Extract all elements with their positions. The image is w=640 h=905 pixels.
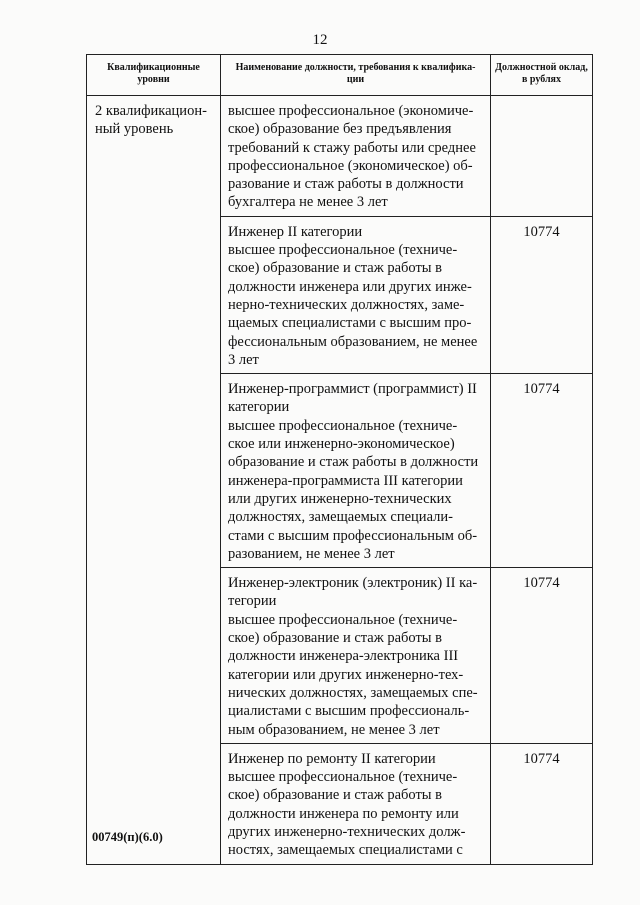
description-line: должности инженера-электроника III [228,648,459,665]
description-line: высшее профессиональное (техниче- [228,417,458,434]
description-line: других инженерно-технических долж- [228,823,466,840]
table-row [87,96,593,217]
position-description-cell [221,96,491,217]
description-line: требований к стажу работы или среднее [228,139,476,156]
qualification-level-cell [87,96,221,865]
header-levels: Квалификационные уровни [87,55,221,96]
description-line: высшее профессиональное (техниче- [228,242,458,259]
qualification-table [86,54,593,865]
description-line: циалистами с высшим профессиональ- [228,703,470,720]
description-line: стами с высшим профессиональным об- [228,527,478,544]
document-code: 00749(п)(6.0) [92,830,163,844]
position-description-cell [221,216,491,373]
description-line: ское) образование без предъявления [228,121,452,138]
description-line: инженера-программиста III категории [228,472,463,489]
description-line: ское или инженерно-экономическое) [228,436,455,453]
salary-cell [491,96,593,217]
description-line: Инженер II категории [228,223,363,240]
description-line: ское) образование и стаж работы в [228,787,443,804]
description-line: образование и стаж работы в должности [228,454,479,471]
header-position [221,55,491,96]
description-line: щаемых специалистами с высшим про- [228,315,472,332]
description-line: должностях, замещаемых специали- [228,509,453,526]
description-line: Инженер-программист (программист) II [228,381,477,398]
description-line: тегории [228,593,277,610]
salary-cell: 10774 [491,568,593,744]
description-line: высшее профессиональное (техниче- [228,769,458,786]
description-line: Инженер по ремонту II категории [228,750,436,767]
description-line: нических должностях, замещаемых спе- [228,684,478,701]
description-line: высшее профессиональное (экономиче- [228,103,474,119]
description-line: 3 лет [228,351,259,368]
position-description-cell [221,568,491,744]
page-number: 12 [312,32,328,48]
level-label-line: 2 квалификацион- [95,103,207,119]
header-line: ции [346,74,365,85]
header-salary: Должностной оклад, в рублях [491,55,593,96]
salary-cell: 10774 [491,216,593,373]
description-line: ское) образование и стаж работы в [228,260,443,277]
salary-cell: 10774 [491,374,593,568]
description-line: ным образованием, не менее 3 лет [228,721,440,738]
position-description-cell [221,374,491,568]
description-line: или других инженерно-технических [228,490,452,507]
description-line: фессиональным образованием, не менее [228,333,478,350]
description-line: ское) образование и стаж работы в [228,630,443,647]
salary-cell: 10774 [491,743,593,864]
description-line: должности инженера или других инже- [228,278,472,295]
table-header-row [87,55,593,96]
description-line: нерно-технических должностях, заме- [228,296,465,313]
description-line: категории или других инженерно-тех- [228,666,464,683]
description-line: ностях, замещаемых специалистами с [228,842,463,859]
description-line: должности инженера по ремонту или [228,805,459,822]
level-label-line: ный уровень [95,121,174,138]
description-line: высшее профессиональное (техниче- [228,611,458,628]
description-line: категории [228,399,290,416]
description-line: Инженер-электроник (электроник) II ка- [228,575,478,592]
description-line: профессиональное (экономическое) об- [228,157,473,174]
description-line: бухгалтера не менее 3 лет [228,194,388,211]
description-line: разование и стаж работы в должности [228,176,464,193]
position-description-cell [221,743,491,864]
header-line: Наименование должности, требования к квалифика- [235,62,476,73]
description-line: разованием, не менее 3 лет [228,545,395,562]
